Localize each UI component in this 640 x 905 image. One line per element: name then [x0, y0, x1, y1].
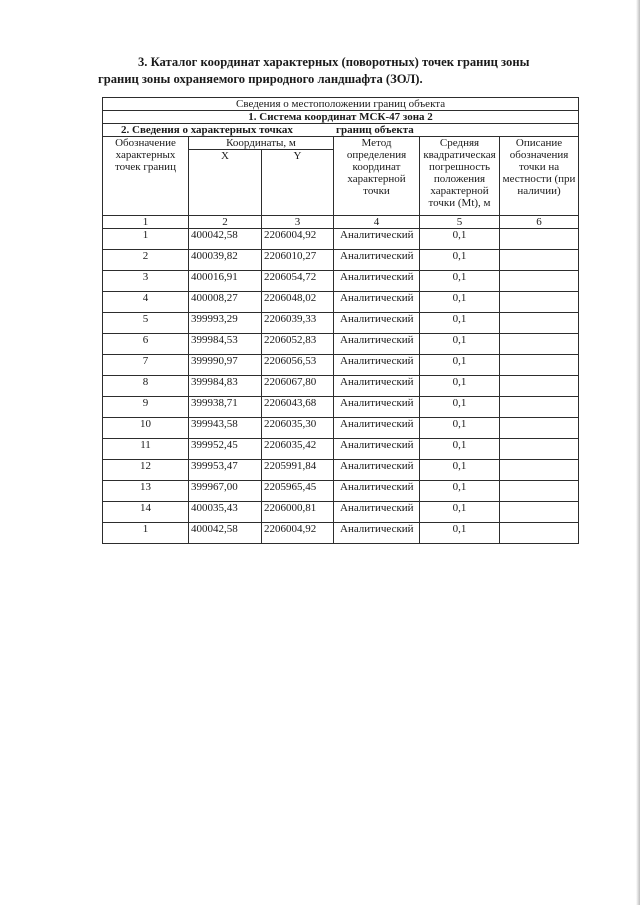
x-value: 399938,71: [189, 397, 262, 418]
description-value: [500, 334, 579, 355]
y-value: 2206004,92: [262, 229, 334, 250]
mt-value: 0,1: [420, 502, 500, 523]
mt-value: 0,1: [420, 292, 500, 313]
y-value: 2206035,42: [262, 439, 334, 460]
description-value: [500, 271, 579, 292]
y-value: 2206000,81: [262, 502, 334, 523]
header-method: Метод определения координат характерной точки: [334, 137, 420, 216]
point-label: 1: [103, 523, 189, 544]
coordinates-table: [102, 97, 579, 544]
header-point-designation: Обозначение характерных точек границ: [103, 137, 189, 216]
mt-value: 0,1: [420, 355, 500, 376]
point-label: 14: [103, 502, 189, 523]
point-label: 10: [103, 418, 189, 439]
description-value: [500, 397, 579, 418]
column-number: 3: [262, 216, 334, 229]
header-description: Описание обозначения точки на местности (при наличии): [500, 137, 579, 216]
method-value: Аналитический: [334, 397, 420, 418]
mt-value: 0,1: [420, 460, 500, 481]
table-row: [103, 376, 579, 397]
x-value: 400042,58: [189, 229, 262, 250]
x-value: 399993,29: [189, 313, 262, 334]
column-number: 5: [420, 216, 500, 229]
header-y: Y: [262, 150, 334, 216]
description-value: [500, 418, 579, 439]
column-numbers-row: [103, 216, 579, 229]
table-row: [103, 313, 579, 334]
coordinate-system: 1. Система координат МСК-47 зона 2: [103, 111, 579, 124]
x-value: 400016,91: [189, 271, 262, 292]
method-value: Аналитический: [334, 355, 420, 376]
table-row: [103, 418, 579, 439]
description-value: [500, 481, 579, 502]
x-value: 399943,58: [189, 418, 262, 439]
y-value: 2206035,30: [262, 418, 334, 439]
y-value: 2206067,80: [262, 376, 334, 397]
point-label: 4: [103, 292, 189, 313]
method-value: Аналитический: [334, 376, 420, 397]
mt-value: 0,1: [420, 481, 500, 502]
method-value: Аналитический: [334, 481, 420, 502]
heading-line-2: границ зоны охраняемого природного ландшафта (ЗОЛ).: [98, 72, 423, 86]
y-value: 2206052,83: [262, 334, 334, 355]
header-x: X: [189, 150, 262, 216]
y-value: 2206043,68: [262, 397, 334, 418]
method-value: Аналитический: [334, 460, 420, 481]
mt-value: 0,1: [420, 376, 500, 397]
x-value: 400042,58: [189, 523, 262, 544]
description-value: [500, 376, 579, 397]
method-value: Аналитический: [334, 334, 420, 355]
column-number: 1: [103, 216, 189, 229]
x-value: 399953,47: [189, 460, 262, 481]
method-value: Аналитический: [334, 271, 420, 292]
column-number: 6: [500, 216, 579, 229]
point-label: 11: [103, 439, 189, 460]
method-value: Аналитический: [334, 292, 420, 313]
point-label: 12: [103, 460, 189, 481]
point-label: 7: [103, 355, 189, 376]
catalog-heading: [98, 54, 603, 88]
y-value: 2205965,45: [262, 481, 334, 502]
y-value: 2205991,84: [262, 460, 334, 481]
point-label: 13: [103, 481, 189, 502]
point-label: 2: [103, 250, 189, 271]
point-label: 9: [103, 397, 189, 418]
method-value: Аналитический: [334, 229, 420, 250]
header-coordinates: Координаты, м: [189, 137, 334, 150]
mt-value: 0,1: [420, 271, 500, 292]
header-mean-error: Средняя квадратическая погрешность положения характерной точки (Mt), м: [420, 137, 500, 216]
table-row: [103, 481, 579, 502]
table-row: [103, 229, 579, 250]
method-value: Аналитический: [334, 502, 420, 523]
mt-value: 0,1: [420, 418, 500, 439]
table-row: [103, 502, 579, 523]
table-row: [103, 292, 579, 313]
table-row: [103, 334, 579, 355]
description-value: [500, 313, 579, 334]
section-heading-right: границ объекта: [336, 124, 414, 136]
column-number: 4: [334, 216, 420, 229]
table-row: [103, 250, 579, 271]
description-value: [500, 439, 579, 460]
table-row: [103, 271, 579, 292]
point-label: 6: [103, 334, 189, 355]
x-value: 400008,27: [189, 292, 262, 313]
table-row: [103, 355, 579, 376]
description-value: [500, 523, 579, 544]
point-label: 3: [103, 271, 189, 292]
y-value: 2206054,72: [262, 271, 334, 292]
x-value: 399967,00: [189, 481, 262, 502]
description-value: [500, 355, 579, 376]
table-row: [103, 397, 579, 418]
mt-value: 0,1: [420, 439, 500, 460]
point-label: 8: [103, 376, 189, 397]
description-value: [500, 292, 579, 313]
method-value: Аналитический: [334, 250, 420, 271]
y-value: 2206004,92: [262, 523, 334, 544]
y-value: 2206039,33: [262, 313, 334, 334]
point-label: 1: [103, 229, 189, 250]
y-value: 2206048,02: [262, 292, 334, 313]
y-value: 2206010,27: [262, 250, 334, 271]
x-value: 399952,45: [189, 439, 262, 460]
mt-value: 0,1: [420, 523, 500, 544]
page-edge-shadow: [636, 0, 640, 905]
section-heading-left: 2. Сведения о характерных точках: [121, 124, 293, 136]
mt-value: 0,1: [420, 250, 500, 271]
method-value: Аналитический: [334, 313, 420, 334]
table-row: [103, 523, 579, 544]
table-row: [103, 439, 579, 460]
column-number: 2: [189, 216, 262, 229]
x-value: 400039,82: [189, 250, 262, 271]
method-value: Аналитический: [334, 439, 420, 460]
mt-value: 0,1: [420, 397, 500, 418]
description-value: [500, 460, 579, 481]
x-value: 400035,43: [189, 502, 262, 523]
description-value: [500, 502, 579, 523]
mt-value: 0,1: [420, 334, 500, 355]
mt-value: 0,1: [420, 313, 500, 334]
point-label: 5: [103, 313, 189, 334]
x-value: 399990,97: [189, 355, 262, 376]
description-value: [500, 250, 579, 271]
x-value: 399984,83: [189, 376, 262, 397]
description-value: [500, 229, 579, 250]
mt-value: 0,1: [420, 229, 500, 250]
section-heading: [103, 124, 579, 137]
table-title: Сведения о местоположении границ объекта: [103, 98, 579, 111]
x-value: 399984,53: [189, 334, 262, 355]
method-value: Аналитический: [334, 418, 420, 439]
method-value: Аналитический: [334, 523, 420, 544]
y-value: 2206056,53: [262, 355, 334, 376]
heading-line-1: 3. Каталог координат характерных (поворотных) точек границ зоны: [138, 55, 530, 69]
table-row: [103, 460, 579, 481]
